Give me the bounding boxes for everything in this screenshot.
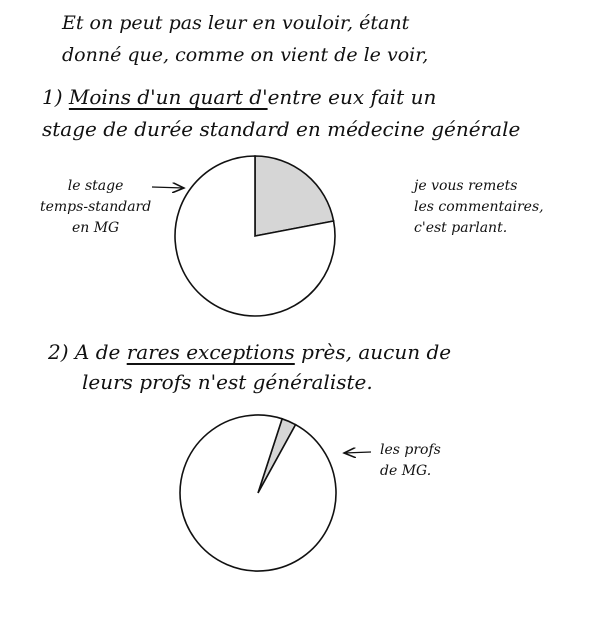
pie-chart-2	[180, 415, 336, 571]
point1-underlined: Moins d'un quart d'	[68, 85, 268, 109]
point1-rest: entre eux fait un	[267, 85, 437, 109]
pie2-label-line: de MG.	[380, 463, 432, 479]
intro-line-1: Et on peut pas leur en vouloir, étant	[62, 12, 410, 34]
pie1-arrow	[152, 187, 184, 188]
pie2-label-line: les profs	[380, 442, 441, 458]
pie2-slice-2	[180, 415, 336, 571]
pie1-label-line: le stage	[67, 178, 124, 194]
point2-pre: A de	[74, 340, 121, 364]
pie2-arrow	[344, 452, 371, 453]
point1-line-2: stage de durée standard en médecine générale	[42, 117, 521, 141]
point2-number: 2)	[48, 340, 69, 364]
point1-number: 1)	[42, 85, 63, 109]
point2-rest: près, aucun de	[301, 340, 452, 364]
point2-underlined: rares exceptions	[126, 340, 295, 364]
intro-line-2: donné que, comme on vient de le voir,	[62, 44, 429, 66]
pie1-label-line: temps-standard	[40, 199, 152, 215]
pie-chart-1	[175, 156, 335, 316]
pie1-comment-line: les commentaires,	[414, 199, 544, 215]
point2-line-2: leurs profs n'est généraliste.	[82, 370, 373, 394]
pie1-comment-line: c'est parlant.	[414, 220, 508, 236]
pie1-comment-line: je vous remets	[414, 178, 518, 194]
pie1-label-line: en MG	[71, 220, 120, 236]
